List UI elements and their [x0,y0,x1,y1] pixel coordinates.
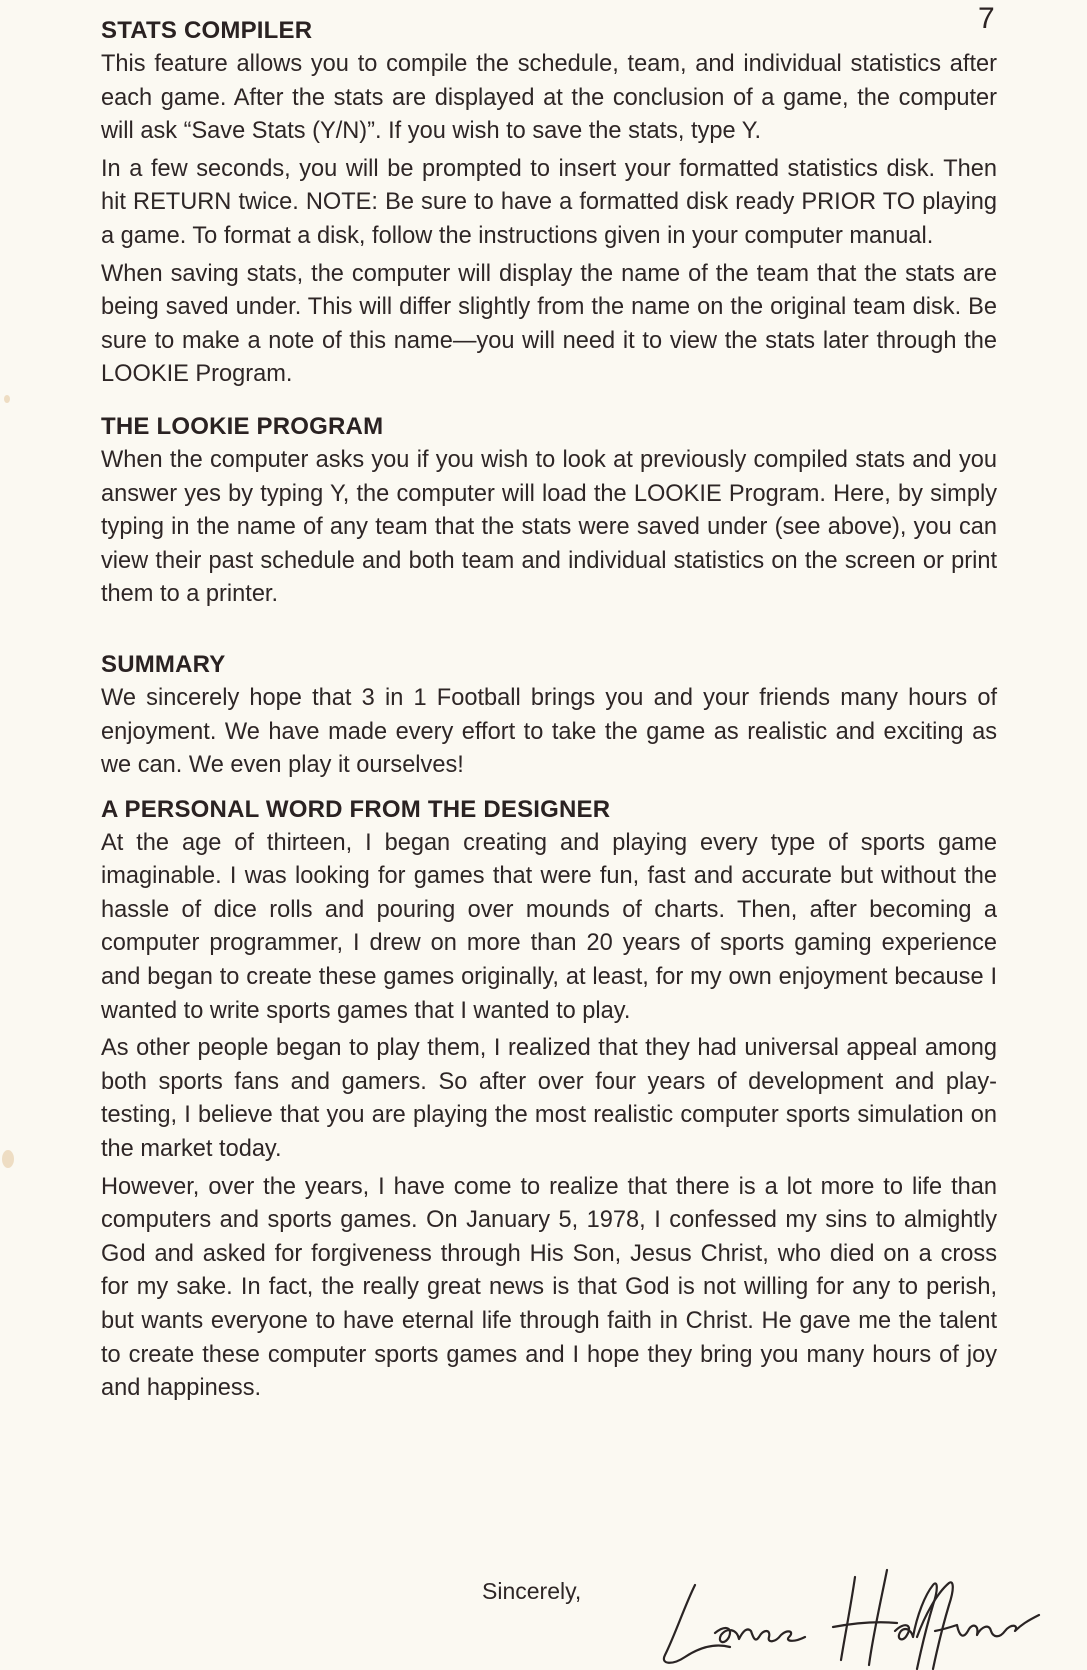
section-summary [101,648,997,783]
page-body [101,14,997,1410]
paragraph: At the age of thirteen, I began creating and playing every type of sports game imaginable. I was looking for games that were fun, fast and accurate but without the hassle of dice rolls and pouring over mounds of charts. Then, after becoming a computer programmer, I drew on more than 20 years of sports gaming experience and began to create these games originally, at least, for my own enjoyment because I wanted to write sports games that I wanted to play. [101,829,997,1024]
paragraph: In a few seconds, you will be prompted to insert your formatted statistics disk. Then hit RETURN twice. NOTE: Be sure to have a formatted disk ready PRIOR TO playing a game. To format a disk, follow the instructions given in your computer manual. [101,155,997,249]
paragraph: We sincerely hope that 3 in 1 Football brings you and your friends many hours of enjoyment. We have made every effort to take the game as realistic and exciting as we can. We even play it ourselves! [101,684,997,779]
section-heading: THE LOOKIE PROGRAM [101,412,384,440]
section-heading: SUMMARY [101,650,226,678]
paragraph: As other people began to play them, I realized that they had universal appeal among both sports fans and gamers. So after over four years of development and play-testing, I believe that you are playing the most realistic computer sports simulation on the market today. [101,1035,997,1163]
section-lookie-program [101,410,997,612]
paragraph: When saving stats, the computer will display the name of the team that the stats are being saved under. This will differ slightly from the name on the original team disk. Be sure to make a note of this name—you will need it to view the stats later through the LOOKIE Program. [101,260,997,388]
section-heading: A PERSONAL WORD FROM THE DESIGNER [101,795,611,823]
paragraph: This feature allows you to compile the schedule, team, and individual statistics after each game. After the stats are displayed at the conclusion of a game, the computer will ask “Save Stats (Y/N)”. If you wish to save the stats, type Y. [101,51,997,145]
closing-salutation: Sincerely, [482,1578,582,1604]
paragraph: When the computer asks you if you wish to look at previously compiled stats and you answer yes by typing Y, the computer will load the LOOKIE Program. Here, by simply typing in the name of any team that the stats were saved under (see above), you can view their past schedule and both team and individual statistics on the screen or print them to a printer. [101,446,997,608]
section-stats-compiler [101,14,997,392]
paragraph: However, over the years, I have come to realize that there is a lot more to life than computers and sports games. On January 5, 1978, I confessed my sins to almightly God and asked for forgiveness through His Son, Jesus Christ, who died on a cross for my sake. In fact, the really great news is that God is not willing for any to perish, but wants everyone to have eternal life through faith in Christ. He gave me the talent to create these computer sports games and I hope they bring you many hours of joy and happiness. [101,1173,997,1402]
page-number: 7 [978,2,995,35]
section-personal-word [101,793,997,1406]
section-heading: STATS COMPILER [101,17,313,44]
paper-stain [2,1150,14,1168]
handwritten-signature [655,1565,1055,1670]
paper-stain [4,395,10,403]
